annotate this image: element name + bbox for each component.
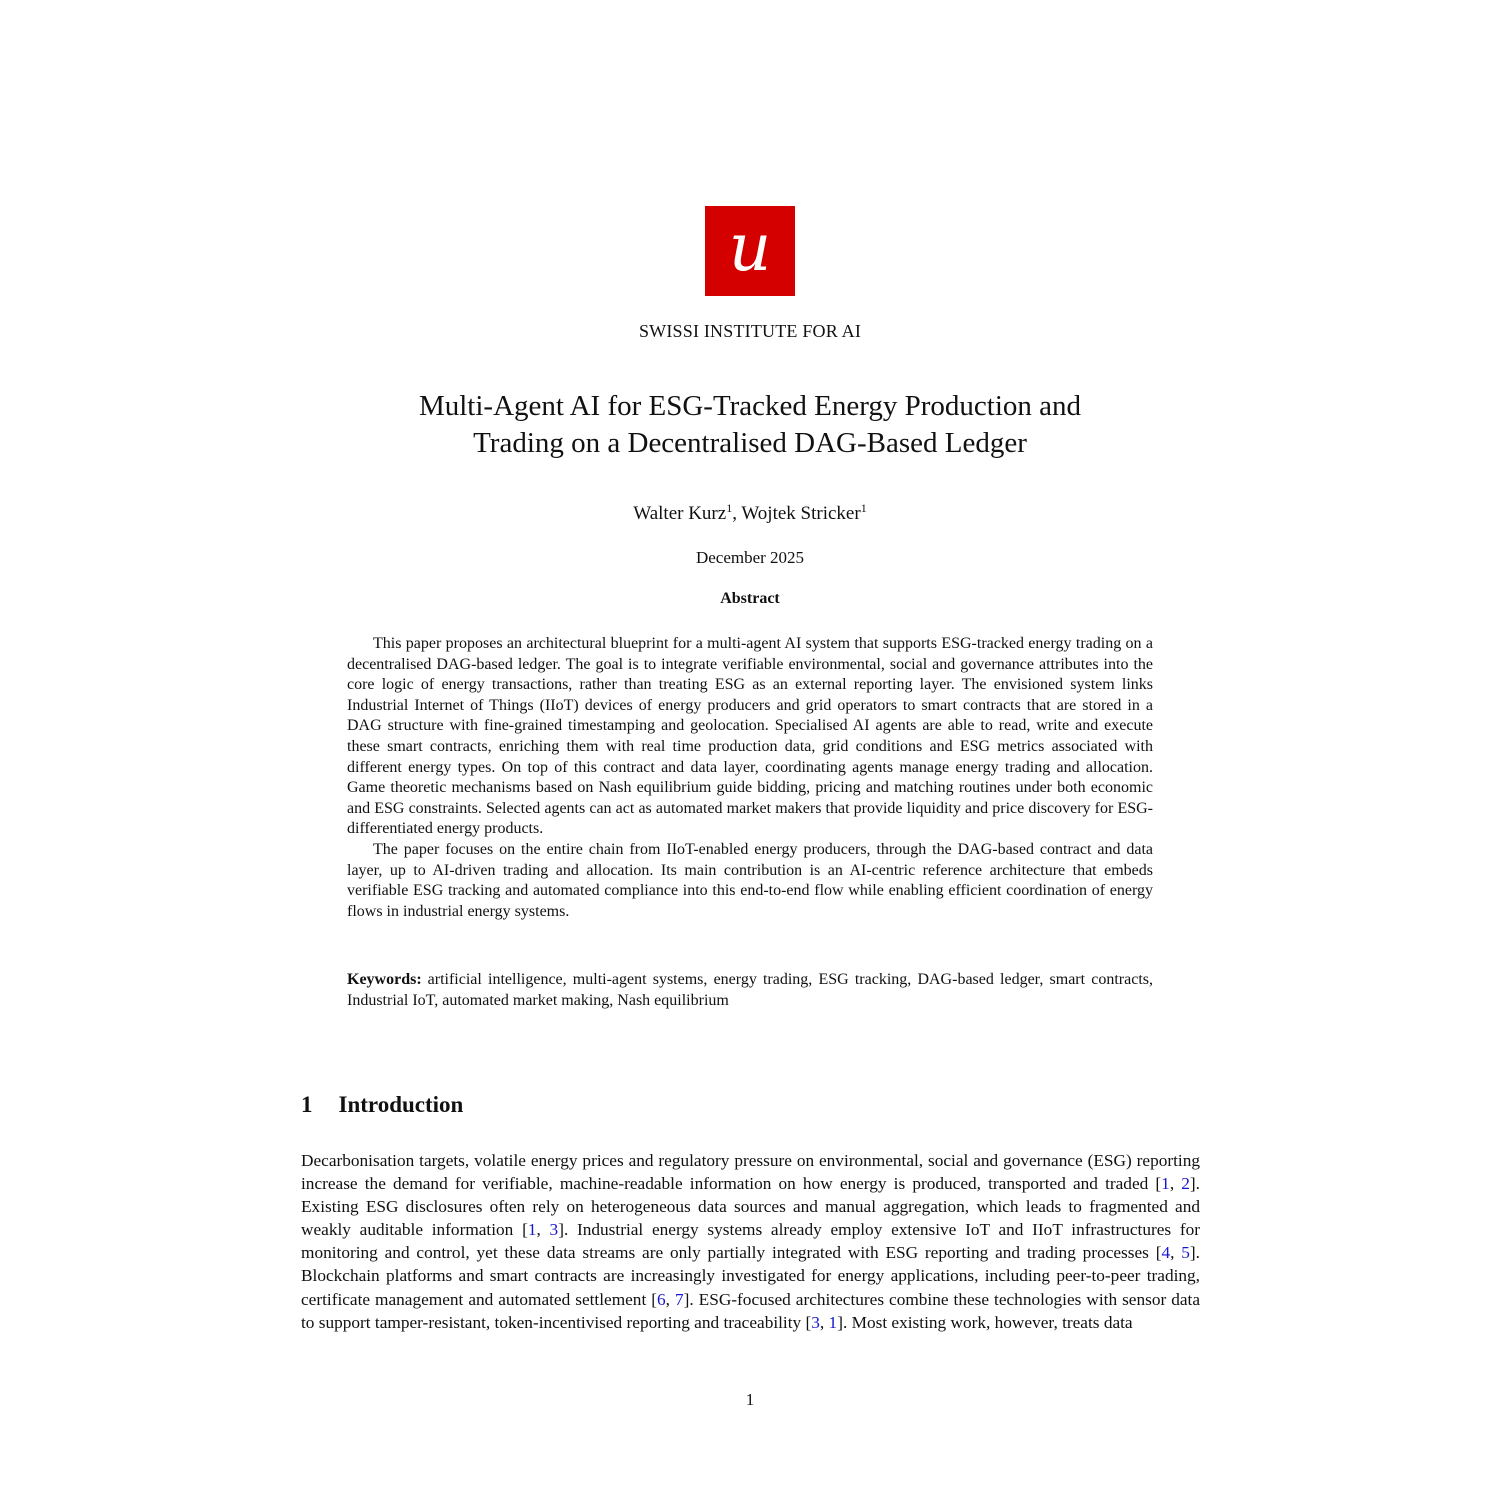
abstract-paragraph: This paper proposes an architectural blueprint for a multi-agent AI system that supports ESG-tracked energy trading on a decentralised DAG-based ledger. The goal is to integrate verifiable environmental, social and governance attributes into the core logic of energy transactions, rather than treating ESG as an external reporting layer. The envisioned system links Industrial Internet of Things (IIoT) devices of energy producers and grid operators to smart contracts that are stored in a DAG structure with fine-grained timestamping and geolocation. Specialised AI agents are able to read, write and execute these smart contracts, enriching them with real time production data, grid conditions and ESG metrics associated with different energy types. On top of this contract and data layer, coordinating agents manage energy trading and allocation. Game theoretic mechanisms based on Nash equilibrium guide bidding, pricing and matching routines under both economic and ESG constraints. Selected agents can act as automated market makers that provide liquidity and price discovery for ESG-differentiated energy products.: [347, 635, 1153, 838]
abstract-body: [347, 634, 1153, 922]
keywords-label: Keywords:: [347, 971, 422, 988]
author-separator: ,: [732, 503, 742, 524]
abstract-paragraph: The paper focuses on the entire chain from IIoT-enabled energy producers, through the DAG-based contract and data layer, up to AI-driven trading and allocation. Its main contribution is an AI-centric reference architecture that embeds verifiable ESG tracking and automated compliance into this end-to-end flow while enabling efficient coordination of energy flows in industrial energy systems.: [347, 840, 1153, 920]
title-line-2: Trading on a Decentralised DAG-Based Ledger: [473, 427, 1027, 459]
author-list: [0, 503, 1500, 525]
citation-link[interactable]: 3: [811, 1312, 820, 1332]
citation-link[interactable]: 1: [828, 1312, 838, 1332]
title-line-1: Multi-Agent AI for ESG-Tracked Energy Production and: [418, 390, 1082, 422]
keywords: [347, 970, 1153, 1011]
institute-logo: [705, 206, 795, 296]
section-number: 1: [301, 1092, 313, 1117]
institute-name: SWISSI INSTITUTE FOR AI: [638, 321, 862, 341]
logo-glyph: u: [728, 209, 772, 286]
introduction-paragraph: Decarbonisation targets, volatile energy prices and regulatory pressure on environmental, social and governance (ESG) reporting increase the demand for verifiable, machine-readable information on how energy is produced, transported and traded [1, 2]. Existing ESG disclosures often rely on heterogeneous data sources and manual aggregation, which leads to fragmented and weakly auditable information [1, 3]. Industrial energy systems already employ extensive IoT and IIoT infrastructures for monitoring and control, yet these data streams are only partially integrated with ESG reporting and trading processes [4, 5]. Blockchain platforms and smart contracts are increasingly investigated for energy applications, including peer-to-peer trading, certificate management and automated settlement [6, 7]. ESG-focused architectures combine these technologies with sensor data to support tamper-resistant, token-incentivised reporting and traceability [3, 1]. Most existing work, however, treats data: [301, 1151, 1201, 1332]
author-name: Wojtek Stricker: [741, 503, 861, 524]
citation-link[interactable]: 1: [527, 1220, 537, 1240]
page-number: 1: [745, 1390, 755, 1409]
abstract-heading: Abstract: [720, 590, 780, 607]
author-name: Walter Kurz: [633, 503, 727, 524]
introduction-body: [301, 1149, 1200, 1334]
citation-link[interactable]: 5: [1181, 1243, 1190, 1263]
citation-link[interactable]: 1: [1161, 1174, 1170, 1194]
citation-link[interactable]: 7: [674, 1289, 684, 1309]
paper-title: [0, 388, 1500, 462]
citation-link[interactable]: 3: [549, 1220, 559, 1240]
publication-date: December 2025: [695, 548, 805, 567]
citation-link[interactable]: 6: [657, 1289, 666, 1309]
citation-link[interactable]: 4: [1161, 1243, 1171, 1263]
section-heading: [301, 1092, 463, 1118]
author-affiliation: 1: [726, 501, 733, 515]
citation-link[interactable]: 2: [1181, 1174, 1190, 1194]
author-affiliation: 1: [860, 501, 867, 515]
section-title: Introduction: [338, 1092, 464, 1117]
keywords-text: artificial intelligence, multi-agent systems, energy trading, ESG tracking, DAG-based ledger, smart contracts, Industrial IoT, automated market making, Nash equilibrium: [347, 971, 1153, 1009]
